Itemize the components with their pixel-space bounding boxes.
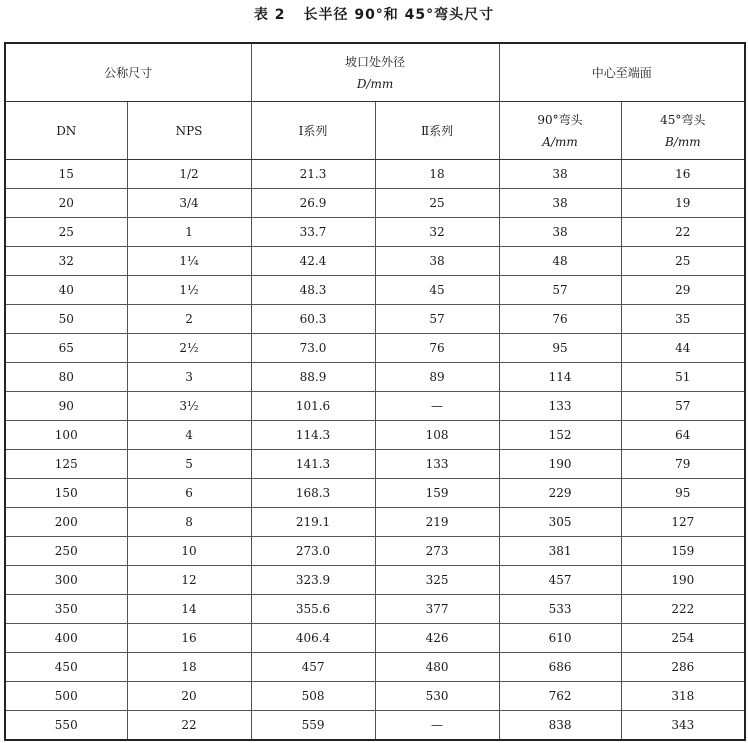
elbow45-unit: B/mm [664, 134, 701, 149]
elbow45-b-cell: 44 [621, 334, 745, 363]
nps-cell: 3½ [127, 392, 251, 421]
dn-cell: 40 [5, 276, 127, 305]
bevel-od-header [251, 43, 499, 102]
table-caption: 长半径 90°和 45°弯头尺寸 [303, 7, 495, 23]
table-row [5, 508, 745, 537]
dn-header: DN [5, 102, 127, 160]
elbow90-a-cell: 95 [499, 334, 621, 363]
elbow45-b-cell: 286 [621, 653, 745, 682]
series2-od-cell: — [375, 392, 499, 421]
table-row [5, 305, 745, 334]
nps-cell: 1¼ [127, 247, 251, 276]
elbow45-header [621, 102, 745, 160]
series2-header: Ⅱ系列 [375, 102, 499, 160]
series1-od-cell: 508 [251, 682, 375, 711]
table-row [5, 479, 745, 508]
series1-od-cell: 101.6 [251, 392, 375, 421]
table-row [5, 682, 745, 711]
dn-cell: 100 [5, 421, 127, 450]
elbow90-label: 90°弯头 [537, 112, 583, 127]
nps-cell: 12 [127, 566, 251, 595]
elbow45-b-cell: 127 [621, 508, 745, 537]
table-row [5, 450, 745, 479]
series2-od-cell: 426 [375, 624, 499, 653]
elbow45-b-cell: 19 [621, 189, 745, 218]
dn-cell: 90 [5, 392, 127, 421]
series2-od-cell: 219 [375, 508, 499, 537]
elbow45-b-cell: 57 [621, 392, 745, 421]
elbow90-header [499, 102, 621, 160]
dn-cell: 300 [5, 566, 127, 595]
series2-od-cell: — [375, 711, 499, 741]
series1-od-cell: 141.3 [251, 450, 375, 479]
elbow45-b-cell: 35 [621, 305, 745, 334]
series2-od-cell: 273 [375, 537, 499, 566]
dn-cell: 20 [5, 189, 127, 218]
elbow90-a-cell: 38 [499, 218, 621, 247]
elbow45-b-cell: 22 [621, 218, 745, 247]
series2-od-cell: 530 [375, 682, 499, 711]
nps-cell: 2½ [127, 334, 251, 363]
table-row [5, 218, 745, 247]
series1-od-cell: 21.3 [251, 160, 375, 189]
nps-cell: 2 [127, 305, 251, 334]
elbow90-a-cell: 76 [499, 305, 621, 334]
header-row-2 [5, 102, 745, 160]
dn-cell: 400 [5, 624, 127, 653]
series2-od-cell: 133 [375, 450, 499, 479]
table-row [5, 595, 745, 624]
series1-od-cell: 273.0 [251, 537, 375, 566]
elbow-dimension-table [4, 42, 746, 741]
nps-cell: 22 [127, 711, 251, 741]
table-row [5, 160, 745, 189]
series2-od-cell: 325 [375, 566, 499, 595]
elbow90-a-cell: 762 [499, 682, 621, 711]
elbow90-a-cell: 57 [499, 276, 621, 305]
series2-od-cell: 57 [375, 305, 499, 334]
table-row [5, 334, 745, 363]
table-row [5, 392, 745, 421]
table-row [5, 566, 745, 595]
elbow90-a-cell: 686 [499, 653, 621, 682]
table-row [5, 624, 745, 653]
table-title [0, 4, 748, 26]
elbow45-b-cell: 95 [621, 479, 745, 508]
dn-cell: 50 [5, 305, 127, 334]
elbow45-b-cell: 29 [621, 276, 745, 305]
dn-cell: 500 [5, 682, 127, 711]
series1-header: Ⅰ系列 [251, 102, 375, 160]
series1-od-cell: 42.4 [251, 247, 375, 276]
series2-od-cell: 38 [375, 247, 499, 276]
series2-od-cell: 18 [375, 160, 499, 189]
series1-od-cell: 60.3 [251, 305, 375, 334]
series2-od-cell: 76 [375, 334, 499, 363]
nps-header: NPS [127, 102, 251, 160]
nps-cell: 4 [127, 421, 251, 450]
elbow45-b-cell: 190 [621, 566, 745, 595]
elbow90-a-cell: 838 [499, 711, 621, 741]
bevel-od-unit: D/mm [356, 76, 394, 91]
series1-od-cell: 48.3 [251, 276, 375, 305]
nps-cell: 20 [127, 682, 251, 711]
elbow90-a-cell: 457 [499, 566, 621, 595]
series2-od-cell: 25 [375, 189, 499, 218]
dn-cell: 450 [5, 653, 127, 682]
dn-cell: 550 [5, 711, 127, 741]
series1-od-cell: 26.9 [251, 189, 375, 218]
elbow45-b-cell: 343 [621, 711, 745, 741]
dn-cell: 80 [5, 363, 127, 392]
dn-cell: 65 [5, 334, 127, 363]
nps-cell: 3 [127, 363, 251, 392]
nps-cell: 16 [127, 624, 251, 653]
dn-cell: 15 [5, 160, 127, 189]
nps-cell: 3/4 [127, 189, 251, 218]
elbow45-label: 45°弯头 [660, 112, 706, 127]
nps-cell: 1/2 [127, 160, 251, 189]
elbow90-a-cell: 533 [499, 595, 621, 624]
nps-cell: 1½ [127, 276, 251, 305]
dn-cell: 250 [5, 537, 127, 566]
elbow45-b-cell: 64 [621, 421, 745, 450]
nps-cell: 5 [127, 450, 251, 479]
table-row [5, 421, 745, 450]
elbow90-a-cell: 38 [499, 160, 621, 189]
dn-cell: 32 [5, 247, 127, 276]
bevel-od-label: 坡口处外径 [345, 54, 406, 69]
nps-cell: 8 [127, 508, 251, 537]
elbow45-b-cell: 79 [621, 450, 745, 479]
elbow45-b-cell: 318 [621, 682, 745, 711]
series2-od-cell: 159 [375, 479, 499, 508]
table-row [5, 247, 745, 276]
elbow90-a-cell: 152 [499, 421, 621, 450]
elbow90-a-cell: 610 [499, 624, 621, 653]
series1-od-cell: 114.3 [251, 421, 375, 450]
table-row [5, 363, 745, 392]
nps-cell: 10 [127, 537, 251, 566]
table-row [5, 276, 745, 305]
elbow90-a-cell: 305 [499, 508, 621, 537]
series1-od-cell: 219.1 [251, 508, 375, 537]
series1-od-cell: 406.4 [251, 624, 375, 653]
series2-od-cell: 480 [375, 653, 499, 682]
elbow90-a-cell: 38 [499, 189, 621, 218]
elbow45-b-cell: 51 [621, 363, 745, 392]
elbow45-b-cell: 222 [621, 595, 745, 624]
nps-cell: 18 [127, 653, 251, 682]
dn-cell: 150 [5, 479, 127, 508]
elbow90-a-cell: 229 [499, 479, 621, 508]
elbow45-b-cell: 25 [621, 247, 745, 276]
elbow90-a-cell: 114 [499, 363, 621, 392]
elbow90-a-cell: 381 [499, 537, 621, 566]
series1-od-cell: 168.3 [251, 479, 375, 508]
table-row [5, 653, 745, 682]
elbow45-b-cell: 254 [621, 624, 745, 653]
table-row [5, 711, 745, 741]
series1-od-cell: 88.9 [251, 363, 375, 392]
dn-cell: 25 [5, 218, 127, 247]
series1-od-cell: 355.6 [251, 595, 375, 624]
elbow90-a-cell: 48 [499, 247, 621, 276]
series1-od-cell: 457 [251, 653, 375, 682]
series2-od-cell: 32 [375, 218, 499, 247]
center-to-end-header: 中心至端面 [499, 43, 745, 102]
dn-cell: 200 [5, 508, 127, 537]
series1-od-cell: 73.0 [251, 334, 375, 363]
series2-od-cell: 108 [375, 421, 499, 450]
elbow90-unit: A/mm [542, 134, 578, 149]
nps-cell: 1 [127, 218, 251, 247]
series2-od-cell: 377 [375, 595, 499, 624]
elbow45-b-cell: 159 [621, 537, 745, 566]
series1-od-cell: 559 [251, 711, 375, 741]
dn-cell: 125 [5, 450, 127, 479]
elbow45-b-cell: 16 [621, 160, 745, 189]
series2-od-cell: 89 [375, 363, 499, 392]
elbow90-a-cell: 133 [499, 392, 621, 421]
header-row-1 [5, 43, 745, 102]
table-row [5, 537, 745, 566]
elbow90-a-cell: 190 [499, 450, 621, 479]
series1-od-cell: 323.9 [251, 566, 375, 595]
series2-od-cell: 45 [375, 276, 499, 305]
nominal-size-header: 公称尺寸 [5, 43, 251, 102]
dn-cell: 350 [5, 595, 127, 624]
nps-cell: 6 [127, 479, 251, 508]
nps-cell: 14 [127, 595, 251, 624]
table-number: 表 2 [253, 7, 286, 23]
series1-od-cell: 33.7 [251, 218, 375, 247]
table-row [5, 189, 745, 218]
